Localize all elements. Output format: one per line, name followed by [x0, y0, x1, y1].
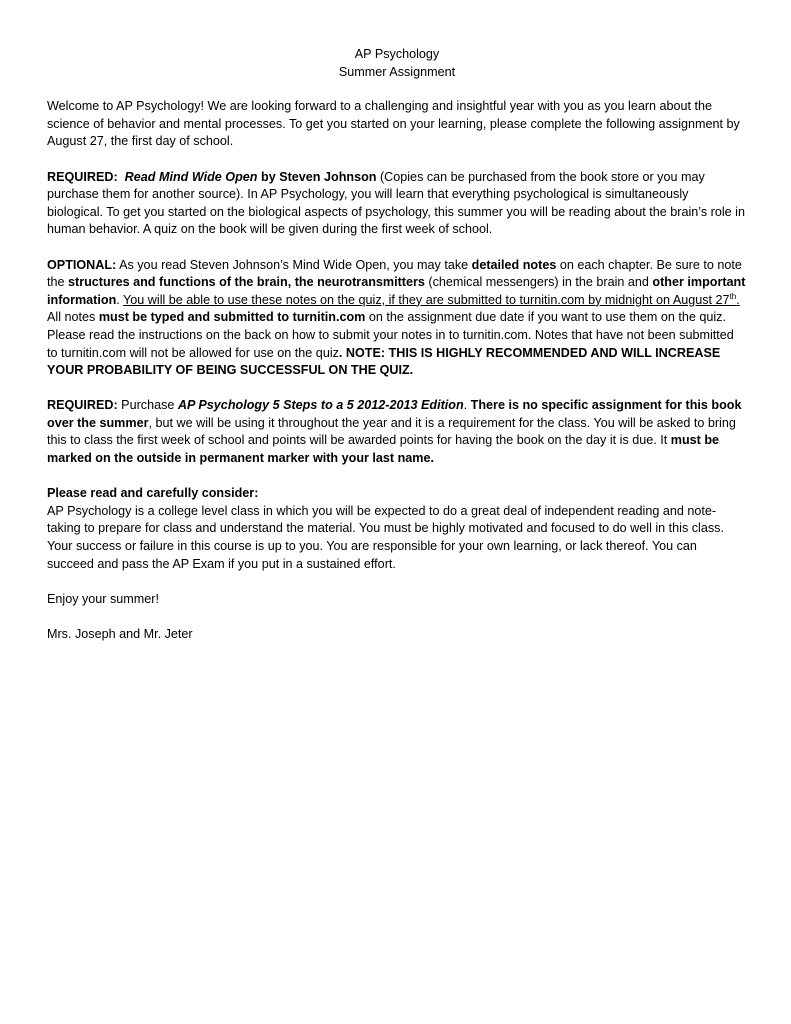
optional-bold-1: detailed notes — [471, 257, 557, 272]
optional-text-4: . — [116, 292, 124, 307]
optional-bold-2: structures and functions of the brain, the neurotransmitters — [68, 275, 425, 290]
consider-paragraph — [47, 485, 747, 573]
required-reading-text: (Copies can be purchased from the book store or you may purchase them for another source). In AP Psychology, you will learn that everything psychological is simultaneously biological. To get you started on the biological aspects of psychology, this summer you will be reading about the brain’s role in human behavior. A quiz on the book will be given during the first week of school. — [47, 169, 745, 237]
optional-text-2: on each chapter. Be sure to note the — [47, 257, 742, 290]
required2-text-3: , but we will be using it throughout the year and it is a requirement for the class. You will be asked to bring this to class the first week of school and points will be awarded points for having the book on the day it is due. It — [47, 415, 736, 448]
underlined-text: You will be able to use these notes on the quiz, if they are submitted to turnitin.com by midnight on August 27 — [123, 292, 730, 307]
underlined-deadline — [123, 293, 740, 307]
required2-bold-1: There is no specific assignment for this book over the summer — [47, 398, 742, 430]
required2-text-2: . — [463, 398, 471, 413]
required2-text-1: Purchase — [117, 398, 178, 413]
document-header — [47, 46, 747, 81]
optional-notes-paragraph — [47, 257, 747, 380]
ordinal-superscript: th — [729, 291, 737, 301]
underlined-end: . — [736, 292, 740, 307]
consider-heading: Please read and carefully consider: — [47, 486, 259, 501]
optional-text-5: All notes — [47, 310, 99, 325]
document-title: AP Psychology — [354, 47, 440, 61]
document-subtitle: Summer Assignment — [338, 64, 456, 79]
optional-note-warning: . NOTE: THIS IS HIGHLY RECOMMENDED AND WILL INCREASE YOUR PROBABILITY OF BEING SUCCESSFUL ON THE QUIZ. — [47, 345, 721, 378]
required-label-2: REQUIRED: — [47, 398, 118, 413]
signature-line: Mrs. Joseph and Mr. Jeter — [47, 627, 193, 641]
required2-bold-2: must be marked on the outside in permanent marker with your last name. — [47, 433, 720, 466]
optional-text-6: on the assignment due date if you want to use them on the quiz. Please read the instructions on the back on how to submit your notes in to turnitin.com. Notes that have not been submitted to turnitin.com will not be allowed for use on the quiz — [47, 310, 734, 360]
required-label: REQUIRED: — [47, 169, 118, 184]
optional-text-1: As you read Steven Johnson’s Mind Wide Open, you may take — [116, 257, 472, 272]
optional-bold-4: must be typed and submitted to turnitin.com — [98, 310, 366, 325]
closing-line: Enjoy your summer! — [47, 591, 159, 606]
optional-label: OPTIONAL: — [47, 257, 117, 272]
consider-text: AP Psychology is a college level class in which you will be expected to do a great deal of independent reading and note-taking to prepare for class and understand the material. You must be highly motivated and focused to do well in this class. Your success or failure in this course is up to you. You are responsible for your own learning, or lack thereof. You can succeed and pass the AP Exam if you put in a sustained effort. — [47, 503, 724, 571]
book-title-mind-wide-open: Read Mind Wide Open — [124, 169, 258, 184]
book-title-5-steps: AP Psychology 5 Steps to a 5 2012-2013 Edition — [177, 398, 464, 413]
book-author: by Steven Johnson — [257, 169, 377, 184]
optional-bold-3: other important information — [47, 275, 746, 307]
intro-paragraph: Welcome to AP Psychology! We are looking forward to a challenging and insightful year with you as you learn about the science of behavior and mental processes. To get you started on your learning, please complete the following assignment by August 27, the first day of school. — [47, 99, 740, 149]
required-reading-paragraph — [47, 169, 747, 239]
optional-text-3: (chemical messengers) in the brain and — [424, 275, 653, 290]
required-book-paragraph — [47, 397, 747, 467]
document-page — [47, 46, 747, 661]
